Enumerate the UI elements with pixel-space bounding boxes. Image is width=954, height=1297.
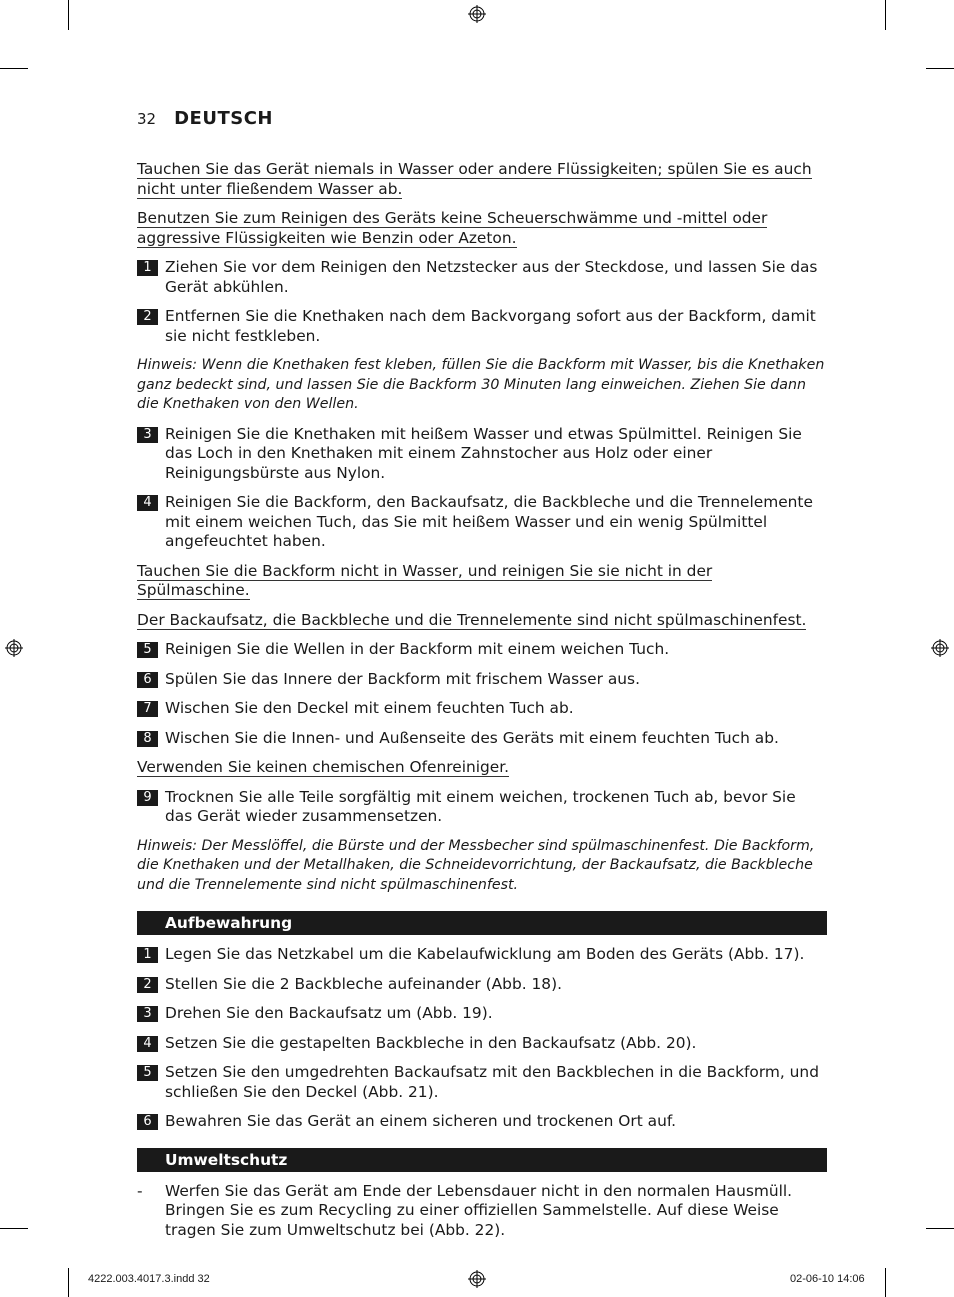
crop-mark <box>0 68 28 69</box>
crop-mark <box>926 68 954 69</box>
step-item <box>137 258 827 297</box>
step-text: Reinigen Sie die Wellen in der Backform mit einem weichen Tuch. <box>165 640 670 658</box>
note-text: Hinweis: Der Messlöffel, die Bürste und der Messbecher sind spülmaschinenfest. Die Backform, die Knethaken und der Metallhaken, die Schneidevorrichtung, der Backaufsatz, die Backbleche und die Trennelemente sind nicht spülmaschinenfest. <box>137 837 815 893</box>
step-number: 2 <box>137 977 158 993</box>
step-number: 4 <box>137 1036 158 1052</box>
crop-mark <box>885 0 886 30</box>
warning-text: Tauchen Sie das Gerät niemals in Wasser oder andere Flüssigkeiten; spülen Sie es auch nicht unter fließendem Wasser ab. <box>137 160 812 198</box>
step-number: 1 <box>137 260 158 276</box>
step-number: 6 <box>137 672 158 688</box>
bullet-item <box>137 1182 827 1241</box>
bullet-text: Werfen Sie das Gerät am Ende der Lebensdauer nicht in den normalen Hausmüll. Bringen Sie es zum Recycling zu einer offiziellen Sammelstelle. Auf diese Weise tragen Sie zum Umweltschutz bei (Abb. 22). <box>165 1181 793 1239</box>
footer-date: 02-06-10 14:06 <box>790 1273 865 1285</box>
step-item <box>137 425 827 484</box>
page-content <box>137 160 827 1250</box>
step-item <box>137 1004 827 1024</box>
language-heading: DEUTSCH <box>174 108 273 129</box>
registration-mark-icon <box>5 639 23 657</box>
step-number: 4 <box>137 495 158 511</box>
step-number: 1 <box>137 947 158 963</box>
step-number: 5 <box>137 642 158 658</box>
step-text: Spülen Sie das Innere der Backform mit frischem Wasser aus. <box>165 669 640 688</box>
step-item <box>137 729 827 749</box>
step-text: Wischen Sie die Innen- und Außenseite des Geräts mit einem feuchten Tuch ab. <box>165 728 779 747</box>
step-item <box>137 1112 827 1132</box>
step-text: Setzen Sie die gestapelten Backbleche in den Backaufsatz (Abb. 20). <box>165 1033 697 1052</box>
step-item <box>137 1063 827 1102</box>
step-item <box>137 1034 827 1054</box>
step-item <box>137 670 827 690</box>
step-number: 5 <box>137 1065 158 1081</box>
step-text: Entfernen Sie die Knethaken nach dem Backvorgang sofort aus der Backform, damit sie nicht festkleben. <box>165 307 816 345</box>
step-item <box>137 640 827 660</box>
bullet-dash: - <box>137 1181 143 1200</box>
step-text: Ziehen Sie vor dem Reinigen den Netzstecker aus der Steckdose, und lassen Sie das Gerät abkühlen. <box>165 258 818 296</box>
registration-mark-icon <box>468 5 486 23</box>
step-text: Bewahren Sie das Gerät an einem sicheren und trockenen Ort auf. <box>165 1112 677 1130</box>
step-text: Legen Sie das Netzkabel um die Kabelaufwicklung am Boden des Geräts (Abb. 17). <box>165 945 805 963</box>
footer-file-info: 4222.003.4017.3.indd 32 <box>88 1273 210 1285</box>
step-number: 8 <box>137 731 158 747</box>
step-text: Wischen Sie den Deckel mit einem feuchten Tuch ab. <box>165 699 574 717</box>
step-number: 3 <box>137 427 158 443</box>
note-text: Hinweis: Wenn die Knethaken fest kleben, füllen Sie die Backform mit Wasser, bis die Knethaken ganz bedeckt sind, und lassen Sie die Backform 30 Minuten lang einweichen. Ziehen Sie dann die Knethaken von den Wellen. <box>137 357 825 412</box>
page-header <box>137 108 273 132</box>
crop-mark <box>885 1268 886 1297</box>
step-number: 7 <box>137 701 158 717</box>
step-text: Reinigen Sie die Backform, den Backaufsatz, die Backbleche und die Trennelemente mit einem weichen Tuch, das Sie mit heißem Wasser und ein wenig Spülmittel angefeuchtet haben. <box>165 493 813 550</box>
crop-mark <box>68 0 69 30</box>
warning-text: Tauchen Sie die Backform nicht in Wasser, und reinigen Sie sie nicht in der Spülmaschine. <box>137 561 713 599</box>
step-item <box>137 307 827 346</box>
step-number: 6 <box>137 1114 158 1130</box>
section-heading-environment: Umweltschutz <box>137 1148 827 1172</box>
step-number: 3 <box>137 1006 158 1022</box>
step-item <box>137 493 827 552</box>
step-number: 9 <box>137 790 158 806</box>
step-number: 2 <box>137 309 158 325</box>
page-number: 32 <box>137 110 157 128</box>
crop-mark <box>0 1228 28 1229</box>
step-text: Drehen Sie den Backaufsatz um (Abb. 19). <box>165 1004 493 1022</box>
step-text: Setzen Sie den umgedrehten Backaufsatz mit den Backblechen in die Backform, und schließen Sie den Deckel (Abb. 21). <box>165 1063 819 1101</box>
step-item <box>137 945 827 965</box>
warning-text: Verwenden Sie keinen chemischen Ofenreiniger. <box>137 758 510 776</box>
step-item <box>137 788 827 827</box>
crop-mark <box>68 1268 69 1297</box>
crop-mark <box>926 1228 954 1229</box>
step-text: Reinigen Sie die Knethaken mit heißem Wasser und etwas Spülmittel. Reinigen Sie das Loch in den Knethaken mit einem Zahnstocher aus Holz oder einer Reinigungsbürste aus Nylon. <box>165 424 802 482</box>
registration-mark-icon <box>468 1270 486 1288</box>
step-item <box>137 975 827 995</box>
step-item <box>137 699 827 719</box>
warning-text: Benutzen Sie zum Reinigen des Geräts keine Scheuerschwämme und -mittel oder aggressive Flüssigkeiten wie Benzin oder Azeton. <box>137 209 768 247</box>
step-text: Trocknen Sie alle Teile sorgfältig mit einem weichen, trockenen Tuch ab, bevor Sie das Gerät wieder zusammensetzen. <box>165 787 796 825</box>
registration-mark-icon <box>931 639 949 657</box>
section-heading-storage: Aufbewahrung <box>137 911 827 935</box>
warning-text: Der Backaufsatz, die Backbleche und die Trennelemente sind nicht spülmaschinenfest. <box>137 610 807 629</box>
step-text: Stellen Sie die 2 Backbleche aufeinander (Abb. 18). <box>165 974 562 993</box>
